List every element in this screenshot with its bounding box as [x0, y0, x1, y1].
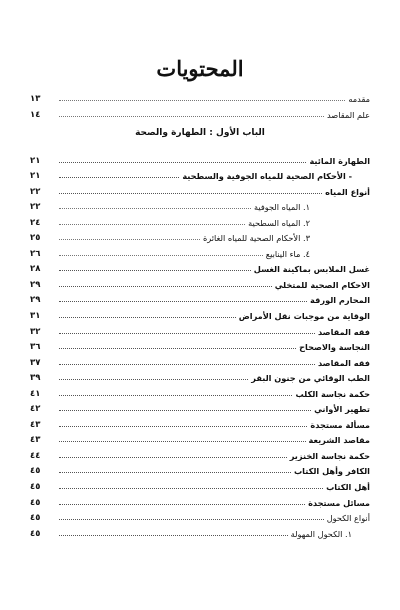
toc-entry-page-number: ٢٤ [30, 217, 41, 228]
dot-leader [59, 426, 307, 427]
dot-leader [59, 535, 288, 536]
toc-entry [30, 243, 370, 259]
toc-entry-title: الاحكام الصحية للمتخلي [274, 279, 370, 290]
intro-list [30, 88, 370, 120]
toc-entry-title: مقدمه [348, 94, 370, 104]
toc-entry-title: حكمة نجاسة الخنزير [289, 450, 370, 461]
dot-leader [59, 270, 251, 271]
dot-leader [59, 504, 305, 505]
toc-list [30, 150, 370, 539]
dot-leader [59, 488, 323, 489]
toc-entry-page-number: ٤٢ [30, 404, 41, 415]
toc-entry-page-number: ٤٥ [30, 528, 41, 539]
toc-entry-page-number: ٣٢ [30, 326, 41, 337]
toc-entry-page-number: ٤٥ [30, 466, 41, 477]
dot-leader [59, 317, 236, 318]
toc-entry [30, 352, 370, 368]
dot-leader [59, 116, 324, 117]
toc-entry-page-number: ٢١ [30, 155, 41, 166]
toc-entry-title: مسائل مستجدة [308, 497, 370, 508]
toc-entry [30, 492, 370, 508]
dot-leader [59, 333, 315, 334]
dot-leader [59, 472, 291, 473]
toc-entry-page-number: ٢٦ [30, 248, 41, 259]
dot-leader [59, 364, 315, 365]
toc-entry [30, 150, 370, 166]
toc-entry-title: ١. المياه الجوفية [253, 202, 310, 213]
toc-entry [30, 259, 370, 275]
toc-entry [30, 399, 370, 415]
toc-entry [30, 181, 370, 197]
toc-entry-page-number: ٤٥ [30, 482, 41, 493]
toc-entry [30, 414, 370, 430]
toc-entry [30, 476, 370, 492]
toc-entry [30, 445, 370, 461]
toc-entry-title: الوقاية من موجبات نقل الأمراض [238, 311, 370, 322]
dot-leader [59, 301, 307, 302]
toc-entry-page-number: ٢٩ [30, 295, 41, 306]
toc-entry-title: أنواع المياه [325, 186, 370, 197]
dot-leader [59, 286, 272, 287]
toc-entry-page-number: ٤٤ [30, 450, 41, 461]
toc-entry-title: علم المقاصد [326, 110, 370, 120]
toc-entry-page-number: ٤٥ [30, 497, 41, 508]
dot-leader [59, 348, 296, 349]
toc-entry-page-number: ٢٢ [30, 186, 41, 197]
toc-entry [30, 166, 370, 182]
dot-leader [59, 395, 292, 396]
toc-entry-title: غسل الملابس بماكينة الغسل [253, 264, 370, 275]
toc-entry [30, 274, 370, 290]
toc-entry-page-number: ٣٦ [30, 342, 41, 353]
toc-entry-title: أهل الكتاب [326, 482, 370, 493]
toc-entry-title: المحارم الورقة [310, 295, 370, 306]
toc-entry-page-number: ٤٣ [30, 435, 41, 446]
toc-entry-title: ٤. ماء الينابيع [265, 248, 310, 259]
toc-entry [30, 290, 370, 306]
toc-entry-title: الطب الوقائي من جنون البقر [251, 373, 370, 384]
toc-entry [30, 212, 370, 228]
chapter-heading: الباب الأول : الطهارة والصحة [135, 128, 265, 138]
toc-entry-title: ١. الكحول المهولة [290, 528, 352, 539]
dot-leader [59, 100, 345, 101]
toc-entry-page-number: ٣١ [30, 311, 41, 322]
toc-entry [30, 321, 370, 337]
toc-entry-title: ٢. المياه السطحية [248, 217, 310, 228]
toc-entry [30, 228, 370, 244]
toc-entry-title: الكافر وأهل الكتاب [293, 466, 370, 477]
dot-leader [59, 255, 263, 256]
toc-entry [30, 337, 370, 353]
toc-entry-page-number: ٢٢ [30, 202, 41, 213]
dot-leader [59, 208, 251, 209]
toc-entry-page-number: ٣٧ [30, 357, 41, 368]
toc-entry-page-number: ٤٥ [30, 513, 41, 524]
dot-leader [59, 193, 322, 194]
toc-entry-page-number: ٤٣ [30, 419, 41, 430]
toc-entry [30, 383, 370, 399]
toc-entry [30, 197, 370, 213]
toc-entry-title: - الأحكام الصحية للمياه الجوفية والسطحية [182, 171, 352, 182]
toc-entry [30, 368, 370, 384]
toc-entry-page-number: ٢٥ [30, 233, 41, 244]
toc-entry [30, 523, 370, 539]
dot-leader [59, 441, 306, 442]
toc-entry [30, 430, 370, 446]
toc-entry-title: فقه المقاصد [317, 326, 370, 337]
page-title: المحتويات [156, 56, 244, 81]
toc-entry-title: الطهارة المائية [309, 155, 370, 166]
toc-entry [30, 508, 370, 524]
toc-entry-title: حكمة نجاسة الكلب [295, 388, 370, 399]
dot-leader [59, 162, 306, 163]
toc-entry-title: مقاصد الشريعة [308, 435, 370, 446]
toc-entry-title: ٣. الأحكام الصحية للمياه الغائرة [202, 233, 310, 244]
dot-leader [59, 410, 311, 411]
toc-entry [30, 461, 370, 477]
toc-entry-page-number: ٢١ [30, 171, 41, 182]
toc-entry-page-number: ٤١ [30, 388, 41, 399]
dot-leader [59, 379, 248, 380]
toc-entry-title: تطهير الأواني [314, 404, 370, 415]
toc-entry-title: النجاسة والاصحاح [299, 342, 370, 353]
dot-leader [59, 239, 200, 240]
toc-entry-title: أنواع الكحول [326, 513, 370, 524]
toc-entry [30, 104, 370, 120]
toc-entry-page-number: ٢٨ [30, 264, 41, 275]
toc-entry [30, 88, 370, 104]
toc-entry-page-number: ٣٩ [30, 373, 41, 384]
toc-entry-page-number: ٢٩ [30, 279, 41, 290]
toc-entry-title: مسألة مستجدة [310, 419, 370, 430]
dot-leader [59, 177, 179, 178]
dot-leader [59, 457, 287, 458]
toc-entry-title: فقه المقاصد [317, 357, 370, 368]
toc-entry-page-number: ١٤ [30, 110, 41, 120]
toc-entry [30, 305, 370, 321]
toc-entry-page-number: ١٣ [30, 94, 41, 104]
dot-leader [59, 224, 245, 225]
dot-leader [59, 519, 324, 520]
